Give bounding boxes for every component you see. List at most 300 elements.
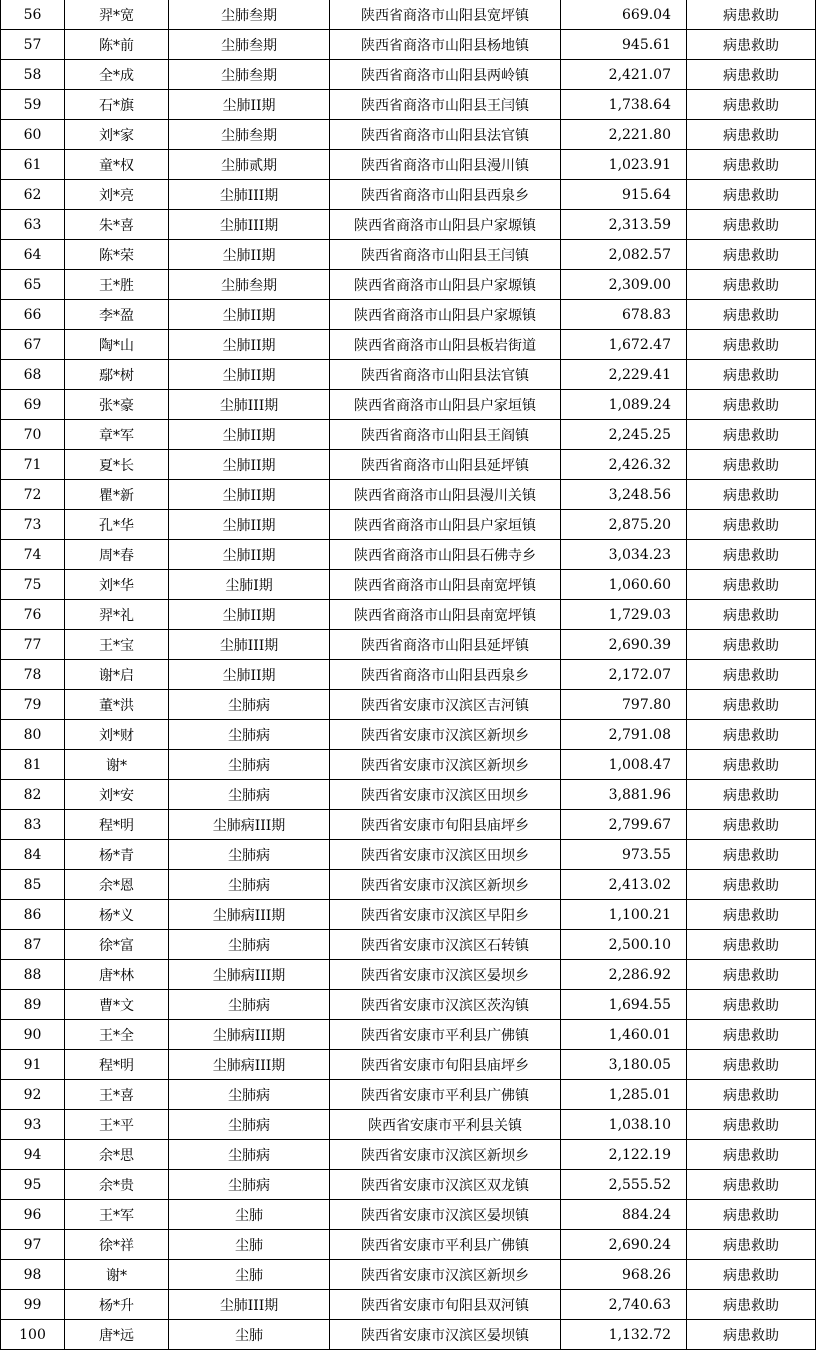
diagnosis-cell: 尘肺贰期 — [169, 150, 330, 180]
amount-cell: 1,460.01 — [561, 1020, 687, 1050]
address-cell: 陕西省商洛市山阳县户家垣镇 — [330, 510, 561, 540]
table-row — [1, 1020, 816, 1050]
row-number-cell: 79 — [1, 690, 65, 720]
aid-type-cell: 病患救助 — [687, 90, 816, 120]
diagnosis-cell: 尘肺II期 — [169, 600, 330, 630]
address-cell: 陕西省安康市旬阳县双河镇 — [330, 1290, 561, 1320]
table-row — [1, 780, 816, 810]
row-number-cell: 71 — [1, 450, 65, 480]
recipient-name-cell: 程*明 — [65, 810, 169, 840]
address-cell: 陕西省安康市旬阳县庙坪乡 — [330, 1050, 561, 1080]
recipient-name-cell: 刘*财 — [65, 720, 169, 750]
amount-cell: 2,122.19 — [561, 1140, 687, 1170]
table-row — [1, 690, 816, 720]
diagnosis-cell: 尘肺病 — [169, 750, 330, 780]
recipient-name-cell: 陈*荣 — [65, 240, 169, 270]
address-cell: 陕西省商洛市山阳县户家塬镇 — [330, 210, 561, 240]
aid-type-cell: 病患救助 — [687, 630, 816, 660]
amount-cell: 1,132.72 — [561, 1320, 687, 1350]
aid-type-cell: 病患救助 — [687, 300, 816, 330]
aid-type-cell: 病患救助 — [687, 1320, 816, 1350]
recipient-name-cell: 刘*亮 — [65, 180, 169, 210]
address-cell: 陕西省安康市汉滨区晏坝乡 — [330, 960, 561, 990]
aid-type-cell: 病患救助 — [687, 990, 816, 1020]
aid-type-cell: 病患救助 — [687, 780, 816, 810]
amount-cell: 968.26 — [561, 1260, 687, 1290]
table-row — [1, 900, 816, 930]
row-number-cell: 80 — [1, 720, 65, 750]
row-number-cell: 98 — [1, 1260, 65, 1290]
aid-type-cell: 病患救助 — [687, 1080, 816, 1110]
amount-cell: 1,023.91 — [561, 150, 687, 180]
diagnosis-cell: 尘肺II期 — [169, 240, 330, 270]
aid-type-cell: 病患救助 — [687, 600, 816, 630]
amount-cell: 1,694.55 — [561, 990, 687, 1020]
recipient-name-cell: 刘*安 — [65, 780, 169, 810]
table-row — [1, 0, 816, 30]
address-cell: 陕西省商洛市山阳县法官镇 — [330, 360, 561, 390]
diagnosis-cell: 尘肺病 — [169, 1110, 330, 1140]
diagnosis-cell: 尘肺 — [169, 1260, 330, 1290]
diagnosis-cell: 尘肺病 — [169, 690, 330, 720]
recipient-name-cell: 唐*林 — [65, 960, 169, 990]
diagnosis-cell: 尘肺叁期 — [169, 120, 330, 150]
recipient-name-cell: 羿*礼 — [65, 600, 169, 630]
recipient-name-cell: 朱*喜 — [65, 210, 169, 240]
amount-cell: 797.80 — [561, 690, 687, 720]
address-cell: 陕西省安康市平利县广佛镇 — [330, 1080, 561, 1110]
diagnosis-cell: 尘肺I期 — [169, 570, 330, 600]
recipient-name-cell: 杨*升 — [65, 1290, 169, 1320]
row-number-cell: 56 — [1, 0, 65, 30]
aid-type-cell: 病患救助 — [687, 660, 816, 690]
diagnosis-cell: 尘肺II期 — [169, 420, 330, 450]
row-number-cell: 82 — [1, 780, 65, 810]
address-cell: 陕西省商洛市山阳县延坪镇 — [330, 450, 561, 480]
row-number-cell: 77 — [1, 630, 65, 660]
aid-type-cell: 病患救助 — [687, 1230, 816, 1260]
amount-cell: 2,426.32 — [561, 450, 687, 480]
recipient-name-cell: 瞿*新 — [65, 480, 169, 510]
amount-cell: 2,229.41 — [561, 360, 687, 390]
address-cell: 陕西省安康市汉滨区早阳乡 — [330, 900, 561, 930]
recipient-name-cell: 余*恩 — [65, 870, 169, 900]
row-number-cell: 78 — [1, 660, 65, 690]
table-row — [1, 420, 816, 450]
aid-type-cell: 病患救助 — [687, 900, 816, 930]
diagnosis-cell: 尘肺病III期 — [169, 900, 330, 930]
amount-cell: 669.04 — [561, 0, 687, 30]
table-row — [1, 1230, 816, 1260]
aid-type-cell: 病患救助 — [687, 750, 816, 780]
recipient-name-cell: 鄢*树 — [65, 360, 169, 390]
aid-type-cell: 病患救助 — [687, 1170, 816, 1200]
address-cell: 陕西省商洛市山阳县王闫镇 — [330, 90, 561, 120]
table-row — [1, 330, 816, 360]
address-cell: 陕西省商洛市山阳县板岩街道 — [330, 330, 561, 360]
aid-type-cell: 病患救助 — [687, 270, 816, 300]
amount-cell: 1,008.47 — [561, 750, 687, 780]
aid-type-cell: 病患救助 — [687, 330, 816, 360]
row-number-cell: 64 — [1, 240, 65, 270]
diagnosis-cell: 尘肺病 — [169, 1140, 330, 1170]
amount-cell: 2,309.00 — [561, 270, 687, 300]
amount-cell: 2,413.02 — [561, 870, 687, 900]
row-number-cell: 58 — [1, 60, 65, 90]
amount-cell: 2,221.80 — [561, 120, 687, 150]
diagnosis-cell: 尘肺叁期 — [169, 0, 330, 30]
amount-cell: 2,172.07 — [561, 660, 687, 690]
amount-cell: 2,875.20 — [561, 510, 687, 540]
address-cell: 陕西省安康市汉滨区吉河镇 — [330, 690, 561, 720]
address-cell: 陕西省安康市汉滨区晏坝镇 — [330, 1320, 561, 1350]
table-row — [1, 630, 816, 660]
diagnosis-cell: 尘肺III期 — [169, 630, 330, 660]
diagnosis-cell: 尘肺II期 — [169, 510, 330, 540]
amount-cell: 915.64 — [561, 180, 687, 210]
amount-cell: 1,089.24 — [561, 390, 687, 420]
aid-type-cell: 病患救助 — [687, 0, 816, 30]
recipient-name-cell: 曹*文 — [65, 990, 169, 1020]
row-number-cell: 61 — [1, 150, 65, 180]
amount-cell: 1,038.10 — [561, 1110, 687, 1140]
table-row — [1, 300, 816, 330]
row-number-cell: 63 — [1, 210, 65, 240]
diagnosis-cell: 尘肺病 — [169, 990, 330, 1020]
address-cell: 陕西省商洛市山阳县户家垣镇 — [330, 390, 561, 420]
table-row — [1, 510, 816, 540]
row-number-cell: 67 — [1, 330, 65, 360]
diagnosis-cell: 尘肺II期 — [169, 450, 330, 480]
recipient-name-cell: 李*盈 — [65, 300, 169, 330]
recipient-name-cell: 孔*华 — [65, 510, 169, 540]
row-number-cell: 66 — [1, 300, 65, 330]
aid-type-cell: 病患救助 — [687, 30, 816, 60]
row-number-cell: 85 — [1, 870, 65, 900]
recipient-name-cell: 王*喜 — [65, 1080, 169, 1110]
table-row — [1, 30, 816, 60]
address-cell: 陕西省商洛市山阳县法官镇 — [330, 120, 561, 150]
amount-cell: 2,500.10 — [561, 930, 687, 960]
diagnosis-cell: 尘肺 — [169, 1230, 330, 1260]
amount-cell: 2,082.57 — [561, 240, 687, 270]
address-cell: 陕西省商洛市山阳县延坪镇 — [330, 630, 561, 660]
row-number-cell: 97 — [1, 1230, 65, 1260]
aid-type-cell: 病患救助 — [687, 420, 816, 450]
diagnosis-cell: 尘肺病III期 — [169, 810, 330, 840]
row-number-cell: 68 — [1, 360, 65, 390]
aid-type-cell: 病患救助 — [687, 1110, 816, 1140]
diagnosis-cell: 尘肺III期 — [169, 210, 330, 240]
diagnosis-cell: 尘肺病III期 — [169, 1020, 330, 1050]
address-cell: 陕西省安康市汉滨区双龙镇 — [330, 1170, 561, 1200]
address-cell: 陕西省商洛市山阳县王阎镇 — [330, 420, 561, 450]
recipient-name-cell: 刘*家 — [65, 120, 169, 150]
diagnosis-cell: 尘肺II期 — [169, 480, 330, 510]
recipient-name-cell: 唐*远 — [65, 1320, 169, 1350]
diagnosis-cell: 尘肺病III期 — [169, 1050, 330, 1080]
amount-cell: 884.24 — [561, 1200, 687, 1230]
diagnosis-cell: 尘肺叁期 — [169, 60, 330, 90]
address-cell: 陕西省安康市平利县关镇 — [330, 1110, 561, 1140]
table-row — [1, 360, 816, 390]
diagnosis-cell: 尘肺病 — [169, 1170, 330, 1200]
aid-type-cell: 病患救助 — [687, 540, 816, 570]
recipient-name-cell: 王*胜 — [65, 270, 169, 300]
row-number-cell: 74 — [1, 540, 65, 570]
address-cell: 陕西省安康市汉滨区新坝乡 — [330, 1140, 561, 1170]
row-number-cell: 81 — [1, 750, 65, 780]
address-cell: 陕西省商洛市山阳县杨地镇 — [330, 30, 561, 60]
recipient-name-cell: 王*宝 — [65, 630, 169, 660]
row-number-cell: 94 — [1, 1140, 65, 1170]
aid-type-cell: 病患救助 — [687, 960, 816, 990]
recipient-name-cell: 陈*前 — [65, 30, 169, 60]
table-row — [1, 540, 816, 570]
row-number-cell: 73 — [1, 510, 65, 540]
diagnosis-cell: 尘肺III期 — [169, 390, 330, 420]
address-cell: 陕西省商洛市山阳县户家塬镇 — [330, 300, 561, 330]
amount-cell: 3,248.56 — [561, 480, 687, 510]
table-row — [1, 870, 816, 900]
row-number-cell: 83 — [1, 810, 65, 840]
row-number-cell: 60 — [1, 120, 65, 150]
aid-type-cell: 病患救助 — [687, 810, 816, 840]
diagnosis-cell: 尘肺II期 — [169, 540, 330, 570]
row-number-cell: 72 — [1, 480, 65, 510]
address-cell: 陕西省商洛市山阳县王闫镇 — [330, 240, 561, 270]
aid-type-cell: 病患救助 — [687, 1290, 816, 1320]
recipient-name-cell: 程*明 — [65, 1050, 169, 1080]
recipient-name-cell: 童*权 — [65, 150, 169, 180]
address-cell: 陕西省安康市汉滨区新坝乡 — [330, 870, 561, 900]
table-row — [1, 210, 816, 240]
address-cell: 陕西省安康市旬阳县庙坪乡 — [330, 810, 561, 840]
table-row — [1, 840, 816, 870]
address-cell: 陕西省商洛市山阳县漫川镇 — [330, 150, 561, 180]
table-row — [1, 390, 816, 420]
amount-cell: 1,285.01 — [561, 1080, 687, 1110]
diagnosis-cell: 尘肺II期 — [169, 90, 330, 120]
row-number-cell: 92 — [1, 1080, 65, 1110]
table-row — [1, 1320, 816, 1350]
recipient-name-cell: 余*思 — [65, 1140, 169, 1170]
table-row — [1, 750, 816, 780]
table-row — [1, 90, 816, 120]
amount-cell: 2,740.63 — [561, 1290, 687, 1320]
diagnosis-cell: 尘肺III期 — [169, 1290, 330, 1320]
amount-cell: 3,881.96 — [561, 780, 687, 810]
aid-type-cell: 病患救助 — [687, 570, 816, 600]
table-row — [1, 1140, 816, 1170]
recipient-name-cell: 王*平 — [65, 1110, 169, 1140]
amount-cell: 3,180.05 — [561, 1050, 687, 1080]
diagnosis-cell: 尘肺 — [169, 1320, 330, 1350]
row-number-cell: 75 — [1, 570, 65, 600]
table-row — [1, 570, 816, 600]
aid-type-cell: 病患救助 — [687, 1050, 816, 1080]
table-row — [1, 240, 816, 270]
row-number-cell: 70 — [1, 420, 65, 450]
amount-cell: 1,100.21 — [561, 900, 687, 930]
aid-type-cell: 病患救助 — [687, 720, 816, 750]
table-row — [1, 600, 816, 630]
amount-cell: 2,313.59 — [561, 210, 687, 240]
amount-cell: 2,791.08 — [561, 720, 687, 750]
aid-type-cell: 病患救助 — [687, 390, 816, 420]
table-row — [1, 1080, 816, 1110]
diagnosis-cell: 尘肺病III期 — [169, 960, 330, 990]
table-row — [1, 990, 816, 1020]
table-row — [1, 1260, 816, 1290]
table-row — [1, 150, 816, 180]
row-number-cell: 89 — [1, 990, 65, 1020]
address-cell: 陕西省商洛市山阳县宽坪镇 — [330, 0, 561, 30]
address-cell: 陕西省安康市汉滨区新坝乡 — [330, 720, 561, 750]
table-row — [1, 1110, 816, 1140]
table-body — [1, 0, 816, 1350]
recipient-name-cell: 谢*启 — [65, 660, 169, 690]
row-number-cell: 91 — [1, 1050, 65, 1080]
address-cell: 陕西省安康市平利县广佛镇 — [330, 1020, 561, 1050]
table-row — [1, 1200, 816, 1230]
aid-type-cell: 病患救助 — [687, 1200, 816, 1230]
diagnosis-cell: 尘肺II期 — [169, 330, 330, 360]
recipient-name-cell: 全*成 — [65, 60, 169, 90]
row-number-cell: 84 — [1, 840, 65, 870]
row-number-cell: 62 — [1, 180, 65, 210]
aid-type-cell: 病患救助 — [687, 360, 816, 390]
aid-type-cell: 病患救助 — [687, 1140, 816, 1170]
amount-cell: 2,286.92 — [561, 960, 687, 990]
aid-type-cell: 病患救助 — [687, 690, 816, 720]
aid-type-cell: 病患救助 — [687, 510, 816, 540]
row-number-cell: 93 — [1, 1110, 65, 1140]
aid-type-cell: 病患救助 — [687, 210, 816, 240]
amount-cell: 3,034.23 — [561, 540, 687, 570]
recipient-name-cell: 周*春 — [65, 540, 169, 570]
address-cell: 陕西省安康市汉滨区石转镇 — [330, 930, 561, 960]
address-cell: 陕西省安康市汉滨区新坝乡 — [330, 750, 561, 780]
recipient-name-cell: 徐*富 — [65, 930, 169, 960]
recipient-name-cell: 杨*青 — [65, 840, 169, 870]
address-cell: 陕西省商洛市山阳县南宽坪镇 — [330, 570, 561, 600]
aid-type-cell: 病患救助 — [687, 930, 816, 960]
address-cell: 陕西省商洛市山阳县户家塬镇 — [330, 270, 561, 300]
table-row — [1, 960, 816, 990]
row-number-cell: 76 — [1, 600, 65, 630]
aid-type-cell: 病患救助 — [687, 60, 816, 90]
recipient-name-cell: 章*军 — [65, 420, 169, 450]
row-number-cell: 59 — [1, 90, 65, 120]
amount-cell: 2,690.24 — [561, 1230, 687, 1260]
recipient-name-cell: 徐*祥 — [65, 1230, 169, 1260]
table-row — [1, 480, 816, 510]
amount-cell: 1,060.60 — [561, 570, 687, 600]
diagnosis-cell: 尘肺病 — [169, 930, 330, 960]
amount-cell: 2,421.07 — [561, 60, 687, 90]
address-cell: 陕西省商洛市山阳县石佛寺乡 — [330, 540, 561, 570]
diagnosis-cell: 尘肺II期 — [169, 660, 330, 690]
row-number-cell: 88 — [1, 960, 65, 990]
recipient-name-cell: 夏*长 — [65, 450, 169, 480]
row-number-cell: 86 — [1, 900, 65, 930]
table-row — [1, 120, 816, 150]
amount-cell: 2,555.52 — [561, 1170, 687, 1200]
row-number-cell: 65 — [1, 270, 65, 300]
amount-cell: 945.61 — [561, 30, 687, 60]
table-row — [1, 60, 816, 90]
diagnosis-cell: 尘肺叁期 — [169, 30, 330, 60]
diagnosis-cell: 尘肺病 — [169, 780, 330, 810]
recipient-name-cell: 谢* — [65, 750, 169, 780]
table-row — [1, 1290, 816, 1320]
address-cell: 陕西省商洛市山阳县南宽坪镇 — [330, 600, 561, 630]
address-cell: 陕西省安康市汉滨区晏坝镇 — [330, 1200, 561, 1230]
diagnosis-cell: 尘肺II期 — [169, 360, 330, 390]
table-row — [1, 1170, 816, 1200]
aid-type-cell: 病患救助 — [687, 180, 816, 210]
diagnosis-cell: 尘肺III期 — [169, 180, 330, 210]
aid-type-cell: 病患救助 — [687, 240, 816, 270]
address-cell: 陕西省安康市汉滨区田坝乡 — [330, 780, 561, 810]
table-row — [1, 270, 816, 300]
address-cell: 陕西省安康市汉滨区田坝乡 — [330, 840, 561, 870]
aid-type-cell: 病患救助 — [687, 450, 816, 480]
diagnosis-cell: 尘肺II期 — [169, 300, 330, 330]
amount-cell: 2,245.25 — [561, 420, 687, 450]
recipient-name-cell: 谢* — [65, 1260, 169, 1290]
amount-cell: 973.55 — [561, 840, 687, 870]
row-number-cell: 95 — [1, 1170, 65, 1200]
row-number-cell: 69 — [1, 390, 65, 420]
table-row — [1, 930, 816, 960]
table-row — [1, 450, 816, 480]
address-cell: 陕西省商洛市山阳县两岭镇 — [330, 60, 561, 90]
amount-cell: 678.83 — [561, 300, 687, 330]
address-cell: 陕西省安康市汉滨区茨沟镇 — [330, 990, 561, 1020]
address-cell: 陕西省商洛市山阳县西泉乡 — [330, 660, 561, 690]
aid-type-cell: 病患救助 — [687, 840, 816, 870]
diagnosis-cell: 尘肺病 — [169, 720, 330, 750]
diagnosis-cell: 尘肺病 — [169, 870, 330, 900]
amount-cell: 1,672.47 — [561, 330, 687, 360]
diagnosis-cell: 尘肺病 — [169, 1080, 330, 1110]
aid-type-cell: 病患救助 — [687, 120, 816, 150]
aid-type-cell: 病患救助 — [687, 870, 816, 900]
recipient-name-cell: 石*旗 — [65, 90, 169, 120]
table-row — [1, 720, 816, 750]
address-cell: 陕西省安康市汉滨区新坝乡 — [330, 1260, 561, 1290]
recipient-name-cell: 杨*义 — [65, 900, 169, 930]
diagnosis-cell: 尘肺病 — [169, 840, 330, 870]
aid-type-cell: 病患救助 — [687, 150, 816, 180]
recipient-name-cell: 刘*华 — [65, 570, 169, 600]
row-number-cell: 90 — [1, 1020, 65, 1050]
amount-cell: 1,738.64 — [561, 90, 687, 120]
amount-cell: 2,690.39 — [561, 630, 687, 660]
table-row — [1, 1050, 816, 1080]
recipient-name-cell: 余*贵 — [65, 1170, 169, 1200]
recipient-name-cell: 张*豪 — [65, 390, 169, 420]
diagnosis-cell: 尘肺叁期 — [169, 270, 330, 300]
row-number-cell: 87 — [1, 930, 65, 960]
table-row — [1, 810, 816, 840]
amount-cell: 2,799.67 — [561, 810, 687, 840]
row-number-cell: 96 — [1, 1200, 65, 1230]
table-row — [1, 180, 816, 210]
row-number-cell: 57 — [1, 30, 65, 60]
